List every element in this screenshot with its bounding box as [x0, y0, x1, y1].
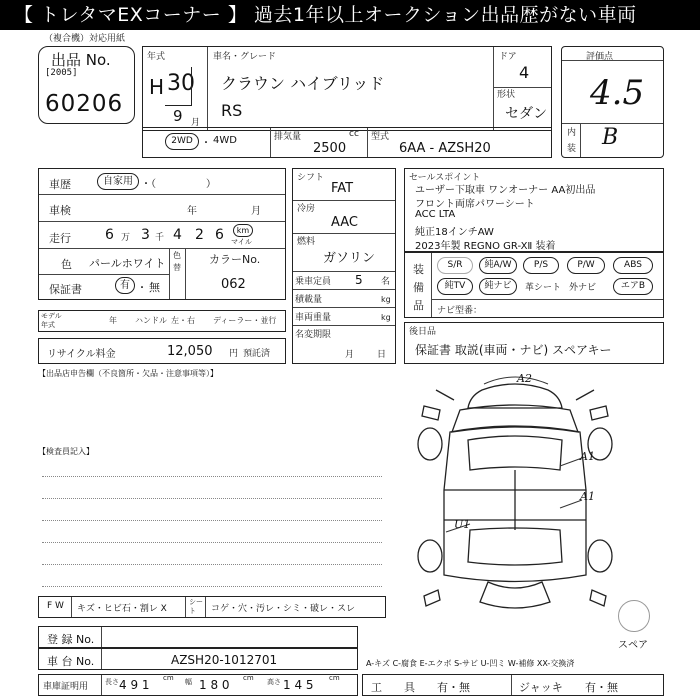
accessories-value: 保証書 取説(車両・ナビ) スペアキー [415, 343, 612, 357]
color-value: パールホワイト [89, 257, 166, 270]
shift-value: FAT [331, 181, 354, 196]
spare-label: スペア [618, 640, 648, 651]
sub-note: （複合機）対応用紙 [44, 34, 126, 44]
mileage-unit-man: 万 [121, 233, 131, 243]
name-change-month: 月 [345, 350, 355, 360]
ac-label: 冷房 [297, 204, 316, 214]
year-month: 9 [173, 107, 183, 125]
mileage-unit-km: km [233, 224, 253, 237]
warranty-label: 保証書 [49, 283, 82, 296]
inspection-month: 月 [251, 206, 261, 217]
damage-a1-upper: A1 [580, 450, 595, 463]
chassis-row [38, 648, 358, 670]
year-era: H [149, 75, 165, 99]
model-year-lr: 左・右 [171, 316, 195, 325]
score-value: 4.5 [590, 73, 645, 113]
jack-value: 有・無 [585, 681, 618, 694]
car-name: クラウン ハイブリッド [221, 74, 385, 93]
lot-number: 60206 [45, 91, 124, 117]
recycle-label: リサイクル料金 [47, 349, 116, 360]
car-name-label: 車名・グレード [213, 52, 277, 62]
mileage-label: 走行 [49, 232, 71, 245]
color-label: 色 [61, 258, 72, 271]
equip-abs: ABS [613, 257, 653, 274]
mileage-unit-sen: 千 [155, 233, 165, 243]
registration-row [38, 626, 358, 648]
dims-height-label: 高さ [267, 678, 281, 686]
equipment-box [404, 252, 664, 318]
doors-label: ドア [499, 52, 517, 62]
displacement-value: 2500 [313, 141, 347, 156]
shape-label: 形状 [497, 90, 516, 100]
chassis-value: AZSH20-1012701 [171, 653, 278, 667]
model-value: 6AA - AZSH20 [399, 141, 491, 156]
car-grade: RS [221, 101, 243, 120]
recycle-unit: 円 [229, 349, 239, 359]
recycle-row [38, 338, 286, 364]
sales-point-line: フロント両席パワーシート [415, 199, 535, 210]
dims-width-label: 幅 [185, 678, 192, 686]
jack-label: ジャッキ [519, 681, 563, 694]
dims-height: 1 4 5 [283, 678, 314, 692]
color-change-2: 替 [173, 263, 181, 272]
interior-value: B [602, 125, 619, 150]
equipment-label-1: 装 [413, 263, 424, 276]
equipment-label-2: 備 [413, 281, 424, 294]
dimensions-row [38, 674, 358, 696]
equip-navi: 純ナビ [479, 278, 517, 295]
sales-point-line: ユーザー下取車 ワンオーナー AA初出品 [415, 185, 596, 196]
year-value: 30 [167, 71, 195, 96]
equip-leather: 革シート [525, 283, 562, 293]
capacity-value: 5 [355, 273, 363, 287]
year-month-unit: 月 [191, 118, 201, 128]
dims-length-label: 長さ [105, 678, 119, 686]
model-year-label-2: 年式 [41, 321, 55, 329]
lot-year-stamp: [2005] [45, 68, 78, 78]
colorno-value: 062 [221, 277, 246, 292]
equip-aw: 純A/W [479, 257, 517, 274]
drive-4wd: 4WD [213, 135, 237, 146]
equip-airbag: エアB [613, 278, 653, 295]
warranty-sep: ・ [137, 283, 147, 294]
dims-length: 4 9 1 [119, 678, 150, 692]
displacement-unit: cc [349, 129, 359, 139]
shift-label: シフト [297, 173, 325, 183]
spare-tire-icon [618, 600, 650, 632]
sales-point-line: 2023年製 REGNO GR-XⅡ 装着 [415, 241, 556, 252]
header-banner: 【 トレタマEXコーナー 】 過去1年以上オークション出品歴がない車両 [0, 0, 700, 30]
history-label: 車歴 [49, 178, 71, 191]
accessories-box [404, 322, 664, 364]
model-label: 型式 [371, 132, 390, 142]
mileage-unit-mile: マイル [231, 238, 252, 246]
mileage-digit-3: 4 [173, 227, 182, 243]
lot-box [38, 46, 135, 124]
sales-points-label: セールスポイント [409, 173, 481, 183]
capacity-unit: 名 [381, 277, 391, 287]
recycle-deposit: 預託済 [243, 349, 271, 359]
tools-value: 有・無 [437, 681, 470, 694]
damage-a1-lower: A1 [580, 490, 595, 503]
accessories-label: 後日品 [409, 327, 437, 337]
name-change-day: 日 [377, 350, 387, 360]
notes-header: 【出品店申告欄（不良箇所・欠品・注意事項等）】 [38, 369, 218, 378]
history-value: 自家用 [97, 173, 139, 190]
fw-label: F W [47, 601, 64, 611]
history-rest: ・（ ） [141, 179, 216, 190]
chassis-label: 車 台 No. [47, 655, 95, 668]
sales-points-box [404, 168, 664, 252]
model-year-row [38, 310, 286, 332]
equip-pw: P/W [567, 257, 605, 274]
displacement-label: 排気量 [274, 132, 302, 142]
capacity-label: 乗車定員 [295, 277, 332, 287]
load-label: 積載量 [295, 295, 323, 305]
equip-ps: P/S [523, 257, 559, 274]
weight-unit: kg [381, 313, 391, 322]
seat-label-2: ト [189, 607, 196, 615]
name-change-label: 名変期限 [295, 330, 332, 340]
seat-items: コゲ・穴・汚レ・シミ・破レ・スレ [211, 604, 356, 614]
mileage-digit-1: 6 [105, 227, 114, 243]
dims-length-unit: cm [163, 674, 174, 682]
equipment-label-3: 品 [413, 299, 424, 312]
seat-label-1: シー [189, 598, 203, 606]
score-label: 評価点 [586, 52, 614, 62]
doors-value: 4 [519, 63, 530, 82]
weight-label: 車両重量 [295, 313, 332, 323]
dims-width: 1 8 0 [199, 678, 230, 692]
inspector-header: 【検査員記入】 [38, 447, 94, 456]
score-box [561, 46, 664, 158]
mileage-digit-2: 3 [141, 227, 150, 243]
warranty-yes: 有 [115, 277, 135, 294]
dims-height-unit: cm [329, 674, 340, 682]
lot-label: 出品 No. [51, 51, 111, 69]
mileage-digit-4: 2 [195, 227, 204, 243]
load-unit: kg [381, 295, 391, 304]
shape-value: セダン [505, 106, 548, 122]
warranty-no: 無 [149, 281, 160, 294]
damage-legend: A-キズ C-腐食 E-エクボ S-サビ U-凹ミ W-補修 XX-交換済 [366, 659, 575, 668]
damage-a2: A2 [517, 372, 532, 385]
interior-label-2: 装 [567, 144, 577, 154]
colorno-label: カラーNo. [209, 253, 261, 266]
interior-label-1: 内 [567, 128, 577, 138]
dims-width-unit: cm [243, 674, 254, 682]
inspection-label: 車検 [49, 204, 71, 217]
equip-ext-navi: 外ナビ [569, 283, 597, 293]
sales-point-line: ACC LTA [415, 209, 456, 220]
tools-row [362, 674, 664, 696]
condition-row [38, 596, 386, 618]
vehicle-box [142, 46, 552, 131]
left-details [38, 168, 286, 300]
inspection-year: 年 [187, 206, 197, 217]
sales-point-line: 純正18インチAW [415, 227, 494, 238]
drive-2wd: 2WD [165, 133, 199, 150]
spec-block [292, 168, 396, 364]
fuel-value: ガソリン [323, 251, 376, 266]
year-label: 年式 [147, 52, 166, 62]
model-year-label-1: モデル [41, 312, 62, 320]
tools-label: 工 具 [371, 681, 415, 694]
equip-sr: S/R [437, 257, 473, 274]
color-change-1: 色 [173, 251, 181, 260]
model-year-dealer: ディーラー・並行 [213, 316, 277, 325]
model-year-handle: ハンドル [135, 316, 167, 325]
equip-navi-model: ナビ型番： [437, 306, 483, 316]
fuel-label: 燃料 [297, 237, 316, 247]
fw-items: キズ・ヒビ石・割レ X [77, 604, 167, 614]
damage-u1: U1 [454, 518, 471, 531]
dims-label: 車庫証明用 [43, 682, 89, 692]
drive-row: 2WD ・ 4WD 排気量 cc 2500 型式 6AA - AZSH20 [142, 127, 552, 158]
recycle-value: 12,050 [167, 344, 213, 359]
model-year-year: 年 [109, 316, 117, 325]
mileage-digit-5: 6 [215, 227, 224, 243]
registration-label: 登 録 No. [47, 633, 95, 646]
equip-tv: 純TV [437, 278, 473, 295]
ac-value: AAC [331, 215, 358, 230]
